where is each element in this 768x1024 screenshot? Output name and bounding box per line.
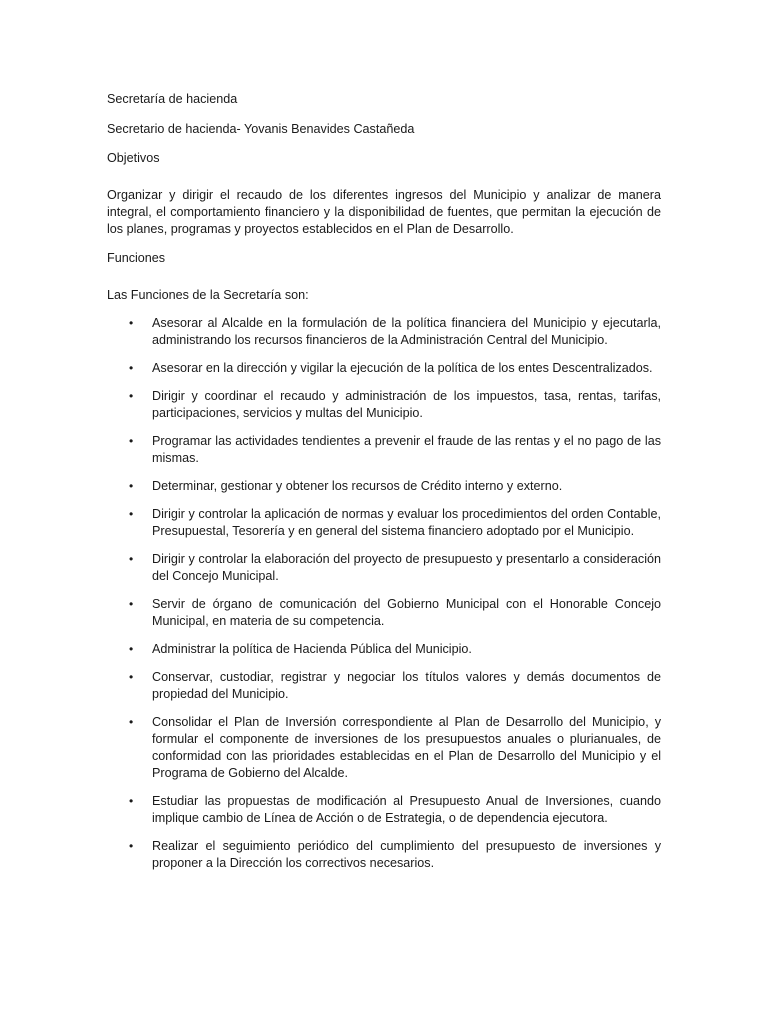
bullet-icon: • [129,552,134,566]
list-item-text: Conservar, custodiar, registrar y negociar los títulos valores y demás documentos de propiedad del Municipio. [152,670,661,701]
bullet-icon: • [129,507,134,521]
list-item-text: Dirigir y controlar la aplicación de normas y evaluar los procedimientos del orden Contable, Presupuestal, Tesorería y en general del sistema financiero adoptado por el Municipio. [152,507,661,538]
list-item-text: Servir de órgano de comunicación del Gobierno Municipal con el Honorable Concejo Municipal, en materia de su competencia. [152,597,661,628]
list-item [107,506,661,540]
list-item [107,551,661,585]
list-item-text: Programar las actividades tendientes a prevenir el fraude de las rentas y el no pago de las mismas. [152,434,661,465]
list-item [107,478,661,495]
list-item-text: Dirigir y controlar la elaboración del proyecto de presupuesto y presentarlo a consideración del Concejo Municipal. [152,552,661,583]
list-item [107,838,661,872]
list-item-text: Dirigir y coordinar el recaudo y administración de los impuestos, tasa, rentas, tarifas, participaciones, servicios y multas del Municipio. [152,389,661,420]
document-title: Secretaría de hacienda [107,92,238,106]
list-item [107,714,661,782]
list-item-text: Realizar el seguimiento periódico del cumplimiento del presupuesto de inversiones y proponer a la Dirección los correctivos necesarios. [152,839,661,870]
objectives-text: Organizar y dirigir el recaudo de los diferentes ingresos del Municipio y analizar de manera integral, el comportamiento financiero y la disponibilidad de fuentes, que permitan la ejecución de los planes, programas y proyectos establecidos en el Plan de Desarrollo. [107,188,661,236]
bullet-icon: • [129,715,134,729]
list-item-text: Asesorar al Alcalde en la formulación de la política financiera del Municipio y ejecutarla, administrando los recursos financieros de la Administración Central del Municipio. [152,316,661,347]
bullet-icon: • [129,642,134,656]
list-item-text: Consolidar el Plan de Inversión correspondiente al Plan de Desarrollo del Municipio, y formular el componente de inversiones de los presupuestos anuales o plurianuales, de conformidad con las prioridades establecidas en el Plan de Desarrollo del Municipio y el Programa de Gobierno del Alcalde. [152,715,661,780]
list-item [107,315,661,349]
objectives-heading: Objetivos [107,151,160,165]
list-item [107,433,661,467]
list-item [107,669,661,703]
functions-list [107,315,661,872]
secretary-name: Secretario de hacienda- Yovanis Benavides Castañeda [107,122,415,136]
functions-heading: Funciones [107,251,166,265]
bullet-icon: • [129,839,134,853]
list-item [107,793,661,827]
list-item-text: Determinar, gestionar y obtener los recursos de Crédito interno y externo. [152,479,563,493]
bullet-icon: • [129,389,134,403]
document-page [107,91,661,883]
bullet-icon: • [129,794,134,808]
bullet-icon: • [129,670,134,684]
list-item [107,360,661,377]
list-item [107,641,661,658]
list-item-text: Estudiar las propuestas de modificación al Presupuesto Anual de Inversiones, cuando implique cambio de Línea de Acción o de Estrategia, o de dependencia ejecutora. [152,794,661,825]
bullet-icon: • [129,316,134,330]
list-item [107,388,661,422]
bullet-icon: • [129,361,134,375]
bullet-icon: • [129,434,134,448]
bullet-icon: • [129,479,134,493]
list-item-text: Asesorar en la dirección y vigilar la ejecución de la política de los entes Descentralizados. [152,361,653,375]
functions-intro: Las Funciones de la Secretaría son: [107,288,309,302]
list-item [107,596,661,630]
list-item-text: Administrar la política de Hacienda Pública del Municipio. [152,642,472,656]
bullet-icon: • [129,597,134,611]
